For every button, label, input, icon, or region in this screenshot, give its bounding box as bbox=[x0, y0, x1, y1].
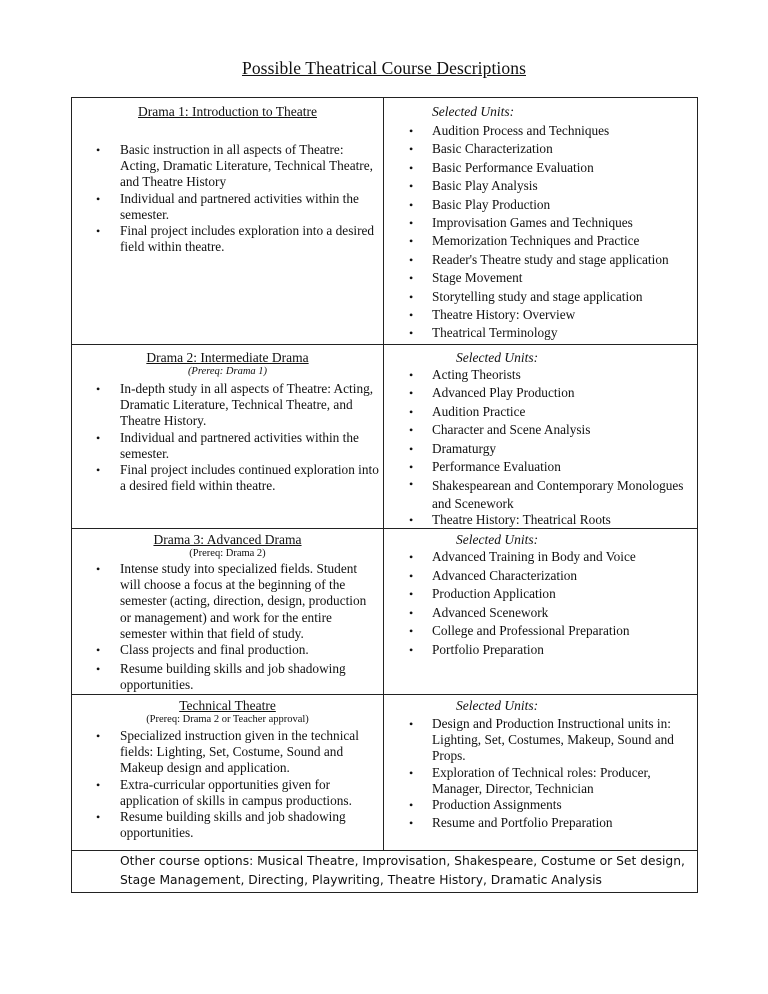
unit-item: • Exploration of Technical roles: Producer, Manager, Director, Technician bbox=[409, 764, 651, 796]
list-item: • Final project includes exploration into a desired field within theatre. bbox=[96, 223, 375, 255]
bullet-icon: • bbox=[409, 513, 414, 528]
bullet-icon: • bbox=[409, 441, 414, 456]
bullet-icon: • bbox=[409, 477, 414, 492]
bullet-icon: • bbox=[409, 717, 414, 731]
list-item: • Resume building skills and job shadowing opportunities. bbox=[96, 661, 346, 693]
bullet-icon: • bbox=[409, 460, 414, 475]
unit-item: • Audition Practice bbox=[384, 403, 697, 421]
bullet-icon: • bbox=[96, 777, 101, 792]
course-description-cell bbox=[72, 694, 383, 841]
list-item: • Individual and partnered activities within the semester. bbox=[96, 429, 359, 461]
course-row-technical-theatre bbox=[72, 694, 697, 851]
unit-item: • Reader's Theatre study and stage application bbox=[384, 251, 697, 269]
course-bullet-list bbox=[72, 561, 383, 694]
unit-item: • Theatre History: Theatrical Roots bbox=[409, 512, 611, 528]
unit-item: • Performance Evaluation bbox=[384, 458, 697, 476]
list-item: • Final project includes continued exploration into a desired field within theatre. bbox=[96, 462, 379, 494]
prereq-label: (Prereq: Drama 1) bbox=[187, 366, 268, 377]
unit-item: • Production Assignments bbox=[409, 797, 562, 813]
bullet-icon: • bbox=[409, 605, 414, 620]
unit-item: • Shakespearean and Contemporary Monologues and Scenework bbox=[409, 477, 684, 511]
unit-item: • Advanced Characterization bbox=[384, 567, 697, 586]
bullet-icon: • bbox=[409, 289, 414, 304]
bullet-icon: • bbox=[96, 643, 101, 658]
unit-item: • Resume and Portfolio Preparation bbox=[409, 815, 613, 831]
unit-item: • Basic Play Analysis bbox=[384, 177, 697, 195]
bullet-icon: • bbox=[409, 798, 414, 813]
units-list bbox=[384, 366, 697, 529]
other-course-options: Other course options: Musical Theatre, Improvisation, Shakespeare, Costume or Set design, Stage Management, Directing, Playwriting, Theatre History, Dramatic Analysis bbox=[120, 854, 685, 887]
list-item: • Intense study into specialized fields. Student will choose a focus at the beginning of the semester (acting, direction, design, production or management) and work for the entire semester within that field of study. bbox=[96, 561, 367, 641]
bullet-icon: • bbox=[96, 430, 101, 445]
bullet-icon: • bbox=[409, 568, 414, 583]
unit-item: • Dramaturgy bbox=[384, 440, 697, 458]
list-item: • Resume building skills and job shadowing opportunities. bbox=[96, 809, 346, 841]
bullet-icon: • bbox=[409, 124, 414, 138]
unit-item: • Advanced Scenework bbox=[384, 604, 697, 623]
bullet-icon: • bbox=[409, 423, 414, 438]
bullet-icon: • bbox=[409, 765, 414, 780]
bullet-icon: • bbox=[409, 308, 414, 323]
bullet-icon: • bbox=[96, 191, 101, 206]
course-title: Drama 3: Advanced Drama bbox=[153, 532, 302, 547]
bullet-icon: • bbox=[409, 216, 414, 231]
course-description-cell bbox=[72, 528, 383, 694]
list-item: • In-depth study in all aspects of Theatre: Acting, Dramatic Literature, Technical Theatre, and Theatre History. bbox=[96, 381, 374, 429]
units-heading: Selected Units: bbox=[456, 532, 539, 547]
course-row-drama-2 bbox=[72, 344, 697, 529]
unit-item: • Advanced Play Production bbox=[384, 384, 697, 402]
bullet-icon: • bbox=[96, 562, 101, 576]
unit-item: • Theatrical Terminology bbox=[384, 324, 697, 342]
unit-item: • Portfolio Preparation bbox=[384, 641, 697, 660]
bullet-icon: • bbox=[409, 642, 414, 657]
unit-item: • Character and Scene Analysis bbox=[384, 421, 697, 439]
course-row-drama-3 bbox=[72, 528, 697, 695]
course-bullet-list bbox=[72, 142, 383, 255]
unit-item: • Basic Performance Evaluation bbox=[384, 159, 697, 177]
bullet-icon: • bbox=[409, 326, 414, 341]
bullet-icon: • bbox=[409, 252, 414, 267]
units-heading: Selected Units: bbox=[456, 350, 539, 365]
unit-item: • Stage Movement bbox=[384, 269, 697, 287]
unit-item: • Improvisation Games and Techniques bbox=[384, 214, 697, 232]
bullet-icon: • bbox=[96, 382, 101, 396]
bullet-icon: • bbox=[409, 816, 414, 831]
unit-item: • Memorization Techniques and Practice bbox=[384, 232, 697, 250]
bullet-icon: • bbox=[409, 142, 414, 157]
units-list bbox=[384, 716, 697, 831]
course-title: Technical Theatre bbox=[179, 698, 276, 713]
bullet-icon: • bbox=[96, 224, 101, 239]
units-heading: Selected Units: bbox=[456, 698, 539, 713]
unit-item: • Audition Process and Techniques bbox=[384, 122, 697, 140]
selected-units-cell bbox=[384, 344, 697, 529]
units-list bbox=[384, 122, 697, 343]
course-bullet-list bbox=[72, 728, 383, 841]
bullet-icon: • bbox=[409, 624, 414, 638]
unit-item: • Production Application bbox=[384, 585, 697, 604]
course-description-cell bbox=[72, 344, 383, 494]
list-item: • Basic instruction in all aspects of Theatre: Acting, Dramatic Literature, Technical Theatre, and Theatre History bbox=[96, 142, 373, 190]
list-item: • Specialized instruction given in the technical fields: Lighting, Set, Costume, Sound and Makeup design and application. bbox=[96, 728, 359, 776]
list-item: • Individual and partnered activities within the semester. bbox=[96, 190, 359, 222]
bullet-icon: • bbox=[96, 463, 101, 478]
bullet-icon: • bbox=[96, 810, 101, 825]
selected-units-cell bbox=[384, 694, 697, 831]
bullet-icon: • bbox=[409, 271, 414, 286]
unit-item: • Theatre History: Overview bbox=[384, 306, 697, 324]
unit-item: • Advanced Training in Body and Voice bbox=[384, 548, 697, 567]
unit-item: • Acting Theorists bbox=[384, 366, 697, 384]
unit-item: • Basic Characterization bbox=[384, 140, 697, 158]
course-title: Drama 1: Introduction to Theatre bbox=[138, 104, 317, 119]
bullet-icon: • bbox=[409, 587, 414, 601]
unit-item: • College and Professional Preparation bbox=[384, 622, 697, 641]
course-description-cell bbox=[72, 98, 383, 255]
course-bullet-list bbox=[72, 381, 383, 494]
course-table bbox=[71, 97, 698, 893]
unit-item: • Basic Play Production bbox=[384, 196, 697, 214]
bullet-icon: • bbox=[409, 550, 414, 564]
bullet-icon: • bbox=[409, 179, 414, 194]
bullet-icon: • bbox=[409, 386, 414, 401]
selected-units-cell bbox=[384, 528, 697, 659]
bullet-icon: • bbox=[409, 160, 414, 175]
bullet-icon: • bbox=[409, 234, 414, 249]
selected-units-cell bbox=[384, 98, 697, 343]
bullet-icon: • bbox=[96, 662, 101, 677]
page-title: Possible Theatrical Course Descriptions bbox=[241, 58, 526, 78]
bullet-icon: • bbox=[409, 368, 414, 382]
unit-item: • Storytelling study and stage application bbox=[384, 288, 697, 306]
bullet-icon: • bbox=[409, 197, 414, 212]
course-title: Drama 2: Intermediate Drama bbox=[146, 350, 309, 365]
unit-item: • Design and Production Instructional units in: Lighting, Set, Costumes, Makeup, Sound and Props. bbox=[409, 716, 674, 764]
units-list bbox=[384, 548, 697, 659]
units-heading: Selected Units: bbox=[432, 104, 515, 119]
prereq-label: (Prereq: Drama 2) bbox=[189, 548, 266, 559]
list-item: • Extra-curricular opportunities given for application of skills in campus productions. bbox=[96, 776, 352, 808]
course-row-drama-1 bbox=[72, 98, 697, 345]
bullet-icon: • bbox=[409, 404, 414, 419]
bullet-icon: • bbox=[96, 143, 101, 157]
bullet-icon: • bbox=[96, 729, 101, 743]
prereq-label: (Prereq: Drama 2 or Teacher approval) bbox=[146, 714, 309, 725]
list-item: • Class projects and final production. bbox=[96, 642, 309, 658]
